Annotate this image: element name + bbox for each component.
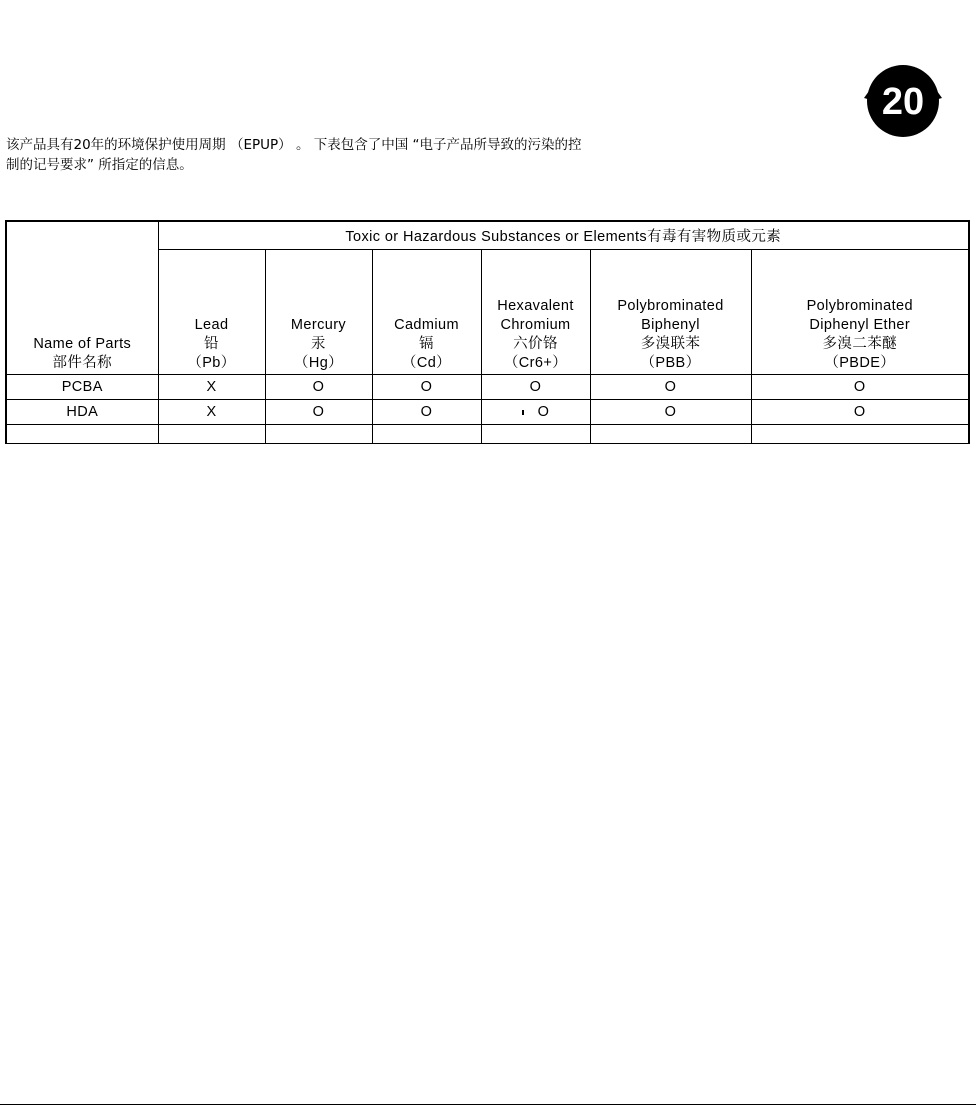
header-line: Mercury	[290, 317, 347, 333]
intro-line-1: 该产品具有20年的环境保护使用周期 （EPUP） 。 下表包含了中国 “电子产品所导致的污染的控	[6, 137, 582, 153]
table-row	[6, 400, 969, 425]
header-line: 汞	[311, 336, 326, 352]
truncated-cell	[481, 425, 590, 444]
page-bottom-rule	[0, 1104, 976, 1105]
intro-line-2: 制的记号要求” 所指定的信息。	[6, 157, 193, 173]
pbb-value-cell: O	[590, 400, 751, 425]
group-header-row	[6, 221, 969, 250]
header-line: Biphenyl	[641, 317, 700, 333]
header-line: （PBB）	[640, 355, 701, 371]
header-line: Lead	[194, 317, 229, 333]
header-line: Hexavalent	[497, 298, 574, 314]
header-line: （Cr6+）	[503, 355, 568, 371]
header-line: （PBDE）	[824, 355, 896, 371]
pbde-value-cell: O	[751, 375, 969, 400]
header-line: Diphenyl Ether	[809, 317, 911, 333]
column-header-mercury	[265, 250, 372, 375]
header-line: 多溴联苯	[640, 336, 701, 352]
header-line: 铅	[204, 336, 219, 352]
header-line: Polybrominated	[806, 298, 913, 314]
header-line: Cadmium	[394, 317, 459, 333]
header-line: （Pb）	[187, 355, 236, 371]
part-name-cell: PCBA	[6, 375, 158, 400]
truncated-cell	[6, 425, 158, 444]
column-header-name-of-parts	[6, 250, 158, 375]
chromium-value-cell	[481, 400, 590, 425]
truncated-cell	[265, 425, 372, 444]
column-header-hexavalent-chromium	[481, 250, 590, 375]
substances-table-container	[5, 220, 968, 420]
lead-value-cell: X	[158, 400, 265, 425]
chromium-value-cell: O	[481, 375, 590, 400]
group-header-cell: Toxic or Hazardous Substances or Elements有毒有害物质或元素	[158, 221, 969, 250]
header-line: 六价铬	[513, 336, 558, 352]
truncated-cell	[590, 425, 751, 444]
cadmium-value-cell: O	[372, 375, 481, 400]
cadmium-value-cell: O	[372, 400, 481, 425]
intro-paragraph	[6, 135, 866, 175]
substances-table	[5, 220, 970, 444]
truncated-cell	[372, 425, 481, 444]
column-header-lead	[158, 250, 265, 375]
truncated-cell	[158, 425, 265, 444]
column-header-row	[6, 250, 969, 375]
column-header-pbde	[751, 250, 969, 375]
epup-20-logo-icon	[860, 58, 946, 144]
pbde-value-cell: O	[751, 400, 969, 425]
header-line: Chromium	[500, 317, 571, 333]
truncated-row	[6, 425, 969, 444]
pbb-value-cell: O	[590, 375, 751, 400]
header-line: Name of Parts	[33, 336, 132, 352]
stray-mark	[522, 410, 524, 415]
header-line: （Cd）	[401, 355, 452, 371]
header-line: 镉	[419, 336, 434, 352]
chromium-value: O	[537, 404, 550, 420]
header-line: （Hg）	[293, 355, 344, 371]
mercury-value-cell: O	[265, 400, 372, 425]
header-line: Polybrominated	[617, 298, 724, 314]
blank-corner-cell	[6, 221, 158, 250]
truncated-cell	[751, 425, 969, 444]
lead-value-cell: X	[158, 375, 265, 400]
logo-number: 20	[881, 81, 925, 123]
part-name-cell: HDA	[6, 400, 158, 425]
column-header-pbb	[590, 250, 751, 375]
header-line: 部件名称	[52, 355, 113, 371]
mercury-value-cell: O	[265, 375, 372, 400]
column-header-cadmium	[372, 250, 481, 375]
table-row	[6, 375, 969, 400]
header-line: 多溴二苯醚	[822, 336, 898, 352]
